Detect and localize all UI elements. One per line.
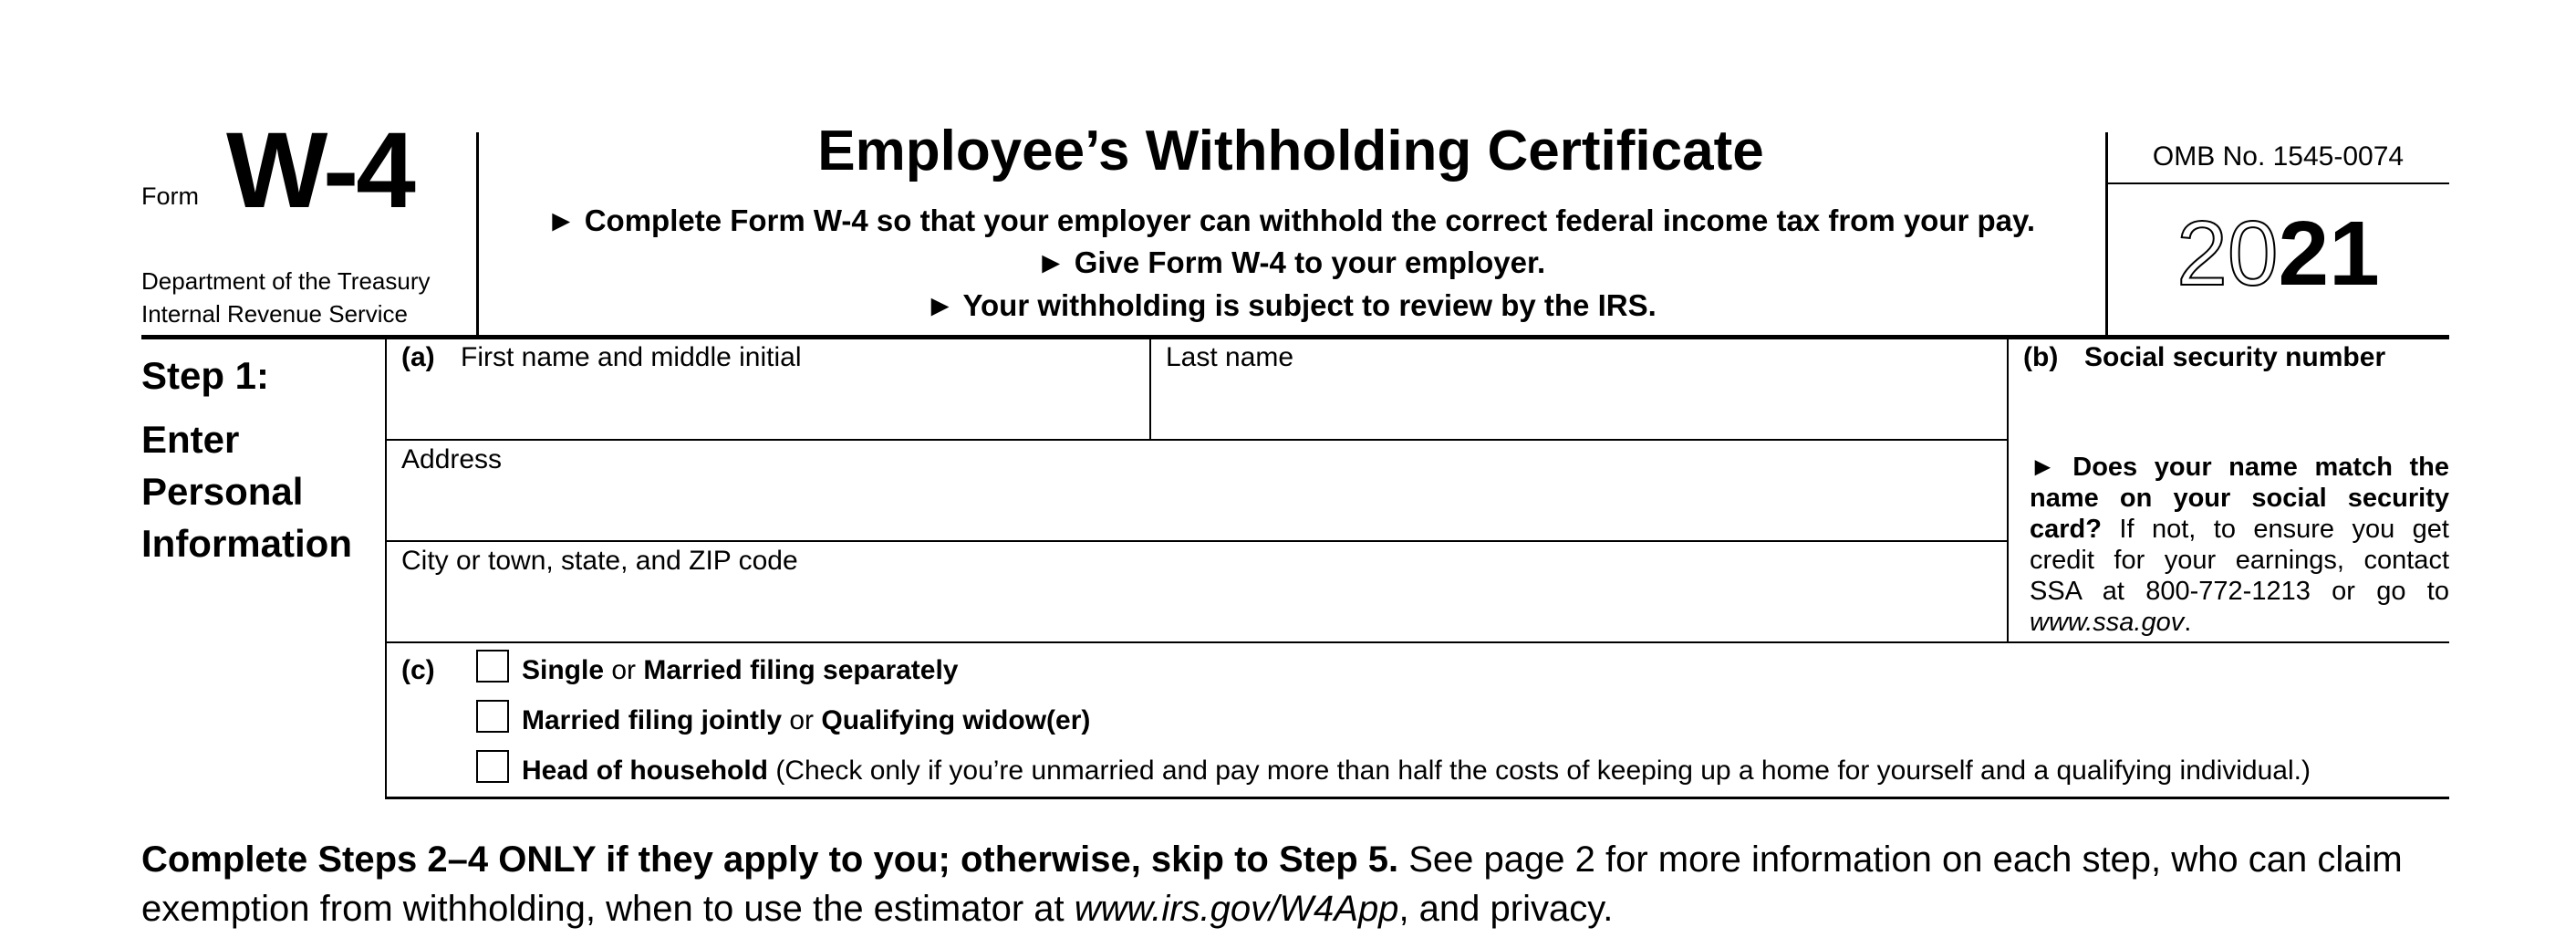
first-name-label: First name and middle initial bbox=[461, 342, 802, 372]
first-name-input[interactable] bbox=[392, 379, 1140, 433]
filing-option-3-bold1: Head of household bbox=[522, 756, 768, 786]
steps-note-end: , and privacy. bbox=[1398, 889, 1614, 929]
filing-option-1-mid: or bbox=[604, 655, 644, 685]
instruction-3: ► Your withholding is subject to review by the IRS. bbox=[925, 288, 1657, 322]
step1-label: Step 1: bbox=[141, 354, 270, 397]
instruction-1: ► Complete Form W-4 so that your employer can withhold the correct federal income tax from your pay. bbox=[545, 203, 2036, 237]
instruction-2: ► Give Form W-4 to your employer. bbox=[1035, 245, 1546, 279]
filing-option-2 bbox=[522, 705, 1090, 736]
omb-divider bbox=[2108, 182, 2449, 184]
checkbox-single[interactable] bbox=[476, 650, 509, 683]
row-line-2 bbox=[385, 540, 2009, 542]
address-label: Address bbox=[401, 444, 503, 474]
step1-left-border bbox=[385, 339, 387, 797]
address-input[interactable] bbox=[392, 479, 1998, 534]
ssa-link[interactable]: www.ssa.gov bbox=[2030, 608, 2185, 637]
city-input[interactable] bbox=[392, 580, 1998, 635]
filing-option-2-mid: or bbox=[782, 705, 822, 735]
filing-option-1 bbox=[522, 655, 959, 686]
field-c-marker: (c) bbox=[401, 655, 435, 685]
step1-bottom-line bbox=[385, 797, 2449, 799]
tax-year bbox=[2112, 203, 2445, 305]
city-label: City or town, state, and ZIP code bbox=[401, 546, 798, 576]
ssn-label: Social security number bbox=[2084, 342, 2386, 372]
form-number: W-4 bbox=[226, 110, 413, 231]
steps-note-text: See page 2 for more information on each step, who can claim exemption from withholding, when to use the estimator at bbox=[141, 839, 2403, 929]
checkbox-married-jointly[interactable] bbox=[476, 700, 509, 733]
year-prefix: 20 bbox=[2176, 203, 2279, 305]
department-info bbox=[141, 265, 430, 330]
ssa-note-end: . bbox=[2184, 608, 2192, 637]
filing-option-2-bold1: Married filing jointly bbox=[522, 705, 783, 735]
ssa-note-question: ► Does your name match the name on your social security card? bbox=[2030, 453, 2449, 544]
steps-note-bold: Complete Steps 2–4 ONLY if they apply to you; otherwise, skip to Step 5. bbox=[141, 839, 1399, 880]
filing-option-1-bold1: Single bbox=[522, 655, 605, 685]
filing-option-3-rest: (Check only if you’re unmarried and pay more than half the costs of keeping up a home for yourself and a qualifying individual.) bbox=[768, 756, 2311, 786]
field-a-marker: (a) bbox=[401, 342, 435, 372]
step1-description: Enter Personal Information bbox=[141, 418, 352, 565]
header-divider-right bbox=[2105, 132, 2108, 335]
header-separator bbox=[141, 335, 2449, 339]
form-title: Employee’s Withholding Certificate bbox=[817, 120, 1764, 182]
dept-line-1: Department of the Treasury bbox=[141, 267, 431, 295]
last-name-input[interactable] bbox=[1158, 379, 1998, 433]
filing-option-3 bbox=[522, 756, 2311, 787]
ssn-input[interactable] bbox=[2016, 379, 2445, 433]
header-divider-left bbox=[476, 132, 479, 335]
ssn-divider bbox=[2007, 339, 2009, 642]
omb-number: OMB No. 1545-0074 bbox=[2152, 141, 2405, 172]
ssa-note-text: If not, to ensure you get credit for your earnings, contact SSA at 800-772-1213 or go to bbox=[2030, 515, 2449, 606]
name-divider bbox=[1149, 339, 1151, 440]
checkbox-head-of-household[interactable] bbox=[476, 750, 509, 783]
steps-note bbox=[141, 835, 2458, 933]
form-word: Form bbox=[141, 182, 199, 210]
filing-option-2-bold2: Qualifying widow(er) bbox=[821, 705, 1091, 735]
row-line-1 bbox=[385, 439, 2009, 441]
row-line-3 bbox=[385, 641, 2449, 643]
irs-estimator-link[interactable]: www.irs.gov/W4App bbox=[1074, 889, 1399, 929]
ssa-note bbox=[2030, 452, 2449, 638]
dept-line-2: Internal Revenue Service bbox=[141, 300, 408, 328]
year-suffix: 21 bbox=[2278, 203, 2380, 305]
field-b-marker: (b) bbox=[2023, 342, 2059, 372]
filing-option-1-bold2: Married filing separately bbox=[643, 655, 959, 685]
last-name-label: Last name bbox=[1166, 342, 1294, 372]
